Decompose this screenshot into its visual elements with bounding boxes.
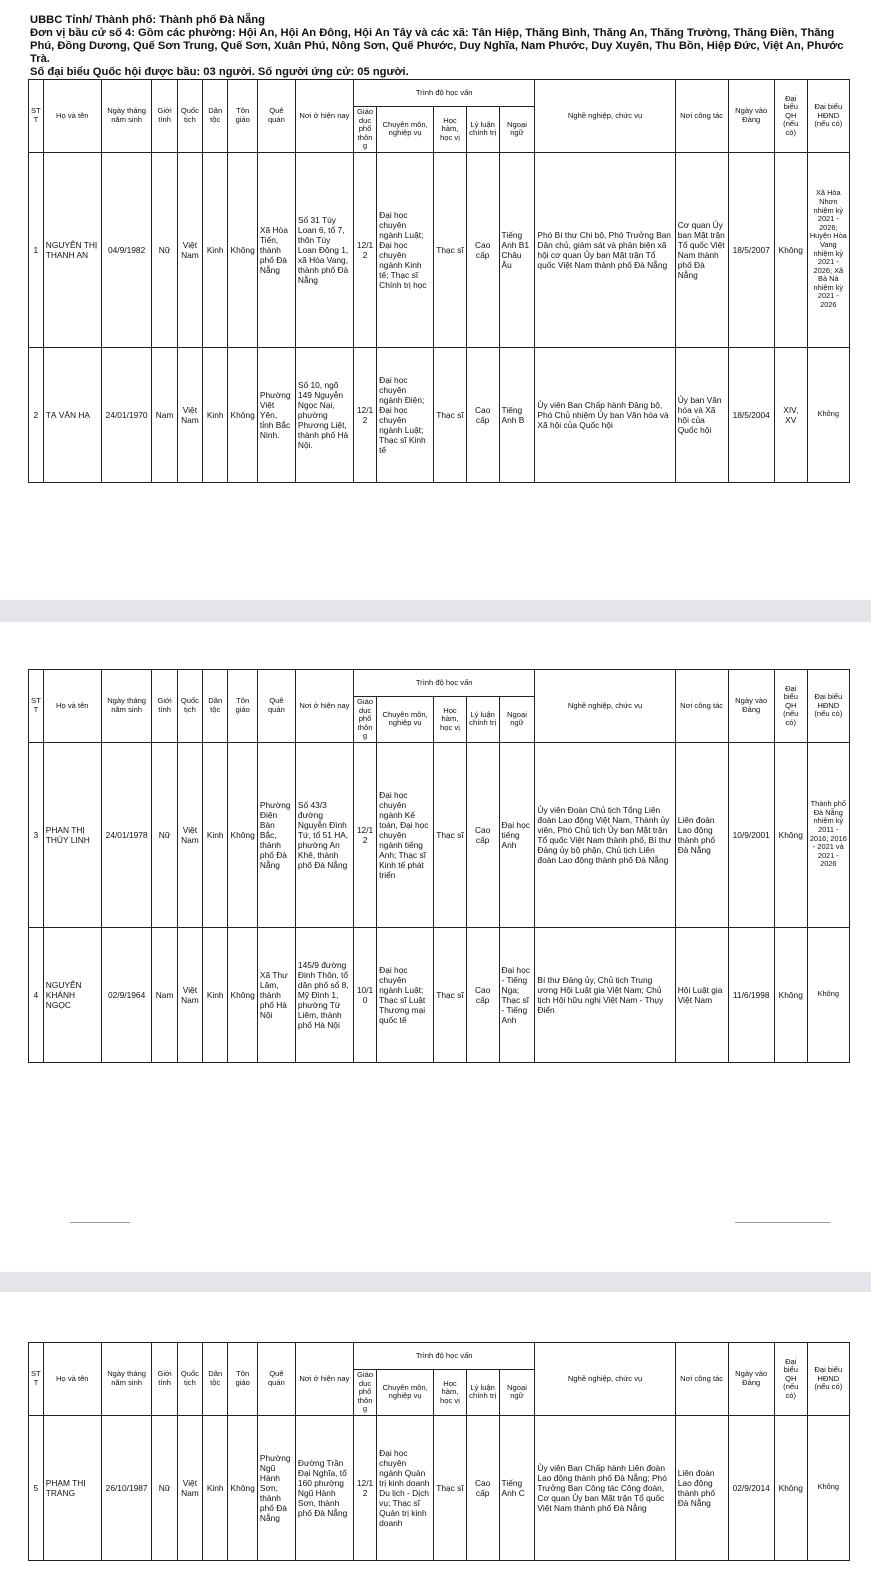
specialty-cell: Đại học chuyên ngành Luật; Đại học chuyên ngành Kinh tế; Thạc sĩ Chính trị học — [377, 152, 434, 347]
party-date-cell: 10/9/2001 — [728, 742, 774, 927]
scan-artifact — [735, 1222, 830, 1223]
council-delegate-cell: Thành phố Đà Nẵng nhiệm kỳ 2011 - 2016; 2016 - 2021 và 2021 - 2026 — [807, 742, 849, 927]
dob-cell: 26/10/1987 — [101, 1415, 152, 1560]
general-edu-header: Giáo dục phổ thông — [353, 107, 376, 153]
gender-cell: Nữ — [152, 742, 177, 927]
workplace-cell: Ủy ban Văn hóa và Xã hội của Quốc hội — [675, 347, 728, 482]
stt-header: STT — [29, 1343, 44, 1416]
religion-cell: Không — [228, 927, 258, 1062]
nationality-header: Quốc tịch — [177, 670, 202, 743]
general-edu-cell: 12/12 — [353, 152, 376, 347]
education-group-header: Trình độ học vấn — [353, 670, 534, 697]
residence-header: Nơi ở hiện nay — [295, 1343, 353, 1416]
page-3 — [28, 1342, 850, 1561]
occupation-cell: Bí thư Đảng ủy, Chủ tịch Trung ương Hội Luật gia Việt Nam; Chủ tịch Hội hữu nghị Việt Nam - Thụy Điển — [535, 927, 675, 1062]
specialty-cell: Đại học chuyên ngành Kế toán, Đại học chuyên ngành tiếng Anh; Thạc sĩ Kinh tế phát triển — [377, 742, 434, 927]
ethnicity-cell: Kinh — [203, 347, 228, 482]
residence-cell: Số 31 Túy Loan 6, tổ 7, thôn Túy Loan Đông 1, xã Hòa Vang, thành phố Đà Nẵng — [295, 152, 353, 347]
nationality-cell: Việt Nam — [177, 347, 202, 482]
residence-cell: 145/9 đường Đinh Thôn, tổ dân phố số 8, Mỹ Đình 1, phường Từ Liêm, thành phố Hà Nội — [295, 927, 353, 1062]
party-date-cell: 11/6/1998 — [728, 927, 774, 1062]
workplace-cell: Hội Luật gia Việt Nam — [675, 927, 728, 1062]
general-edu-header: Giáo dục phổ thông — [353, 1370, 376, 1416]
occupation-header: Nghề nghiệp, chức vụ — [535, 1343, 675, 1416]
hometown-cell: Phường Điện Bàn Bắc, thành phố Đà Nẵng — [257, 742, 295, 927]
religion-cell: Không — [228, 152, 258, 347]
party-date-header: Ngày vào Đảng — [728, 670, 774, 743]
hometown-cell: Xã Hòa Tiến, thành phố Đà Nẵng — [257, 152, 295, 347]
gender-cell: Nữ — [152, 152, 177, 347]
council-delegate-cell: Xã Hòa Nhơn nhiệm kỳ 2021 - 2026; Huyện Hòa Vang nhiệm kỳ 2021 - 2026; Xã Bà Nà nhiệm kỳ 2021 - 2026 — [807, 152, 849, 347]
na-delegate-header: Đại biểu QH (nếu có) — [774, 1343, 807, 1416]
na-delegate-header: Đại biểu QH (nếu có) — [774, 670, 807, 743]
political-header: Lý luận chính trị — [466, 107, 499, 153]
degree-header: Học hàm, học vị — [434, 697, 467, 743]
council-delegate-cell: Không — [807, 1415, 849, 1560]
name-header: Họ và tên — [43, 80, 101, 153]
workplace-cell: Liên đoàn Lao động thành phố Đà Nẵng — [675, 742, 728, 927]
dob-header: Ngày tháng năm sinh — [101, 670, 152, 743]
general-edu-cell: 12/12 — [353, 347, 376, 482]
ethnicity-cell: Kinh — [203, 152, 228, 347]
stt-cell: 4 — [29, 927, 44, 1062]
dob-header: Ngày tháng năm sinh — [101, 1343, 152, 1416]
gender-cell: Nam — [152, 927, 177, 1062]
name-cell: NGUYỄN THỊ THANH AN — [43, 152, 101, 347]
candidate-table — [28, 1342, 850, 1561]
candidate-table — [28, 669, 850, 1063]
ethnicity-cell: Kinh — [203, 742, 228, 927]
party-date-header: Ngày vào Đảng — [728, 80, 774, 153]
seat-count-line: Số đại biểu Quốc hội được bầu: 03 người. Số người ứng cử: 05 người. — [30, 66, 409, 78]
na-delegate-cell: XIV, XV — [774, 347, 807, 482]
candidate-row — [29, 347, 850, 482]
page-1 — [28, 79, 850, 483]
document-header — [30, 14, 852, 79]
degree-cell: Thạc sĩ — [434, 152, 467, 347]
workplace-cell: Liên đoàn Lao động thành phố Đà Nẵng — [675, 1415, 728, 1560]
political-cell: Cao cấp — [466, 927, 499, 1062]
religion-cell: Không — [228, 347, 258, 482]
political-cell: Cao cấp — [466, 347, 499, 482]
na-delegate-header: Đại biểu QH (nếu có) — [774, 80, 807, 153]
ethnicity-header: Dân tộc — [203, 1343, 228, 1416]
occupation-header: Nghề nghiệp, chức vụ — [535, 670, 675, 743]
stt-cell: 1 — [29, 152, 44, 347]
degree-header: Học hàm, học vị — [434, 1370, 467, 1416]
page-2 — [28, 669, 850, 1063]
party-date-cell: 02/9/2014 — [728, 1415, 774, 1560]
political-cell: Cao cấp — [466, 742, 499, 927]
na-delegate-cell: Không — [774, 1415, 807, 1560]
political-header: Lý luận chính trị — [466, 1370, 499, 1416]
name-cell: PHẠM THỊ TRANG — [43, 1415, 101, 1560]
party-date-cell: 18/5/2004 — [728, 347, 774, 482]
education-group-header: Trình độ học vấn — [353, 1343, 534, 1370]
political-header: Lý luận chính trị — [466, 697, 499, 743]
name-header: Họ và tên — [43, 670, 101, 743]
dob-cell: 24/01/1978 — [101, 742, 152, 927]
page-separator — [0, 600, 871, 622]
candidate-row — [29, 927, 850, 1062]
hometown-header: Quê quán — [257, 1343, 295, 1416]
gender-cell: Nữ — [152, 1415, 177, 1560]
hometown-header: Quê quán — [257, 670, 295, 743]
degree-header: Học hàm, học vị — [434, 107, 467, 153]
specialty-cell: Đại học chuyên ngành Điện; Đại học chuyên ngành Luật; Thạc sĩ Kinh tế — [377, 347, 434, 482]
hometown-cell: Phường Ngũ Hành Sơn, thành phố Đà Nẵng — [257, 1415, 295, 1560]
political-cell: Cao cấp — [466, 152, 499, 347]
nationality-cell: Việt Nam — [177, 1415, 202, 1560]
language-cell: Đại học - Tiếng Nga; Thạc sĩ - Tiếng Anh — [499, 927, 535, 1062]
gender-header: Giới tính — [152, 1343, 177, 1416]
nationality-cell: Việt Nam — [177, 927, 202, 1062]
candidate-row — [29, 1415, 850, 1560]
degree-cell: Thạc sĩ — [434, 927, 467, 1062]
religion-header: Tôn giáo — [228, 1343, 258, 1416]
stt-cell: 3 — [29, 742, 44, 927]
nationality-cell: Việt Nam — [177, 742, 202, 927]
residence-cell: Số 43/3 đường Nguyễn Đình Tứ, tổ 51 HA, phường An Khê, thành phố Đà Nẵng — [295, 742, 353, 927]
na-delegate-cell: Không — [774, 152, 807, 347]
stt-header: STT — [29, 80, 44, 153]
party-date-header: Ngày vào Đảng — [728, 1343, 774, 1416]
council-delegate-header: Đại biểu HĐND (nếu có) — [807, 1343, 849, 1416]
na-delegate-cell: Không — [774, 742, 807, 927]
occupation-cell: Ủy viên Ban Chấp hành Liên đoàn Lao động thành phố Đà Nẵng; Phó Trưởng Ban Công tác Công đoàn, Cơ quan Ủy ban Mặt trận Tổ quốc Việt Nam thành phố Đà Nẵng — [535, 1415, 675, 1560]
general-edu-cell: 12/12 — [353, 1415, 376, 1560]
workplace-header: Nơi công tác — [675, 1343, 728, 1416]
language-cell: Đại học tiếng Anh — [499, 742, 535, 927]
general-edu-header: Giáo dục phổ thông — [353, 697, 376, 743]
specialty-cell: Đại học chuyên ngành Luật; Thạc sĩ Luật Thương mại quốc tế — [377, 927, 434, 1062]
gender-header: Giới tính — [152, 670, 177, 743]
stt-cell: 5 — [29, 1415, 44, 1560]
residence-header: Nơi ở hiện nay — [295, 80, 353, 153]
gender-cell: Nam — [152, 347, 177, 482]
occupation-cell: Ủy viên Ban Chấp hành Đảng bộ, Phó Chủ nhiệm Ủy ban Văn hóa và Xã hội của Quốc hội — [535, 347, 675, 482]
gender-header: Giới tính — [152, 80, 177, 153]
candidate-row — [29, 152, 850, 347]
language-cell: Tiếng Anh C — [499, 1415, 535, 1560]
specialty-cell: Đại học chuyên ngành Quản trị kinh doanh Du lịch - Dịch vụ; Thạc sĩ Quản trị kinh doanh — [377, 1415, 434, 1560]
name-cell: PHAN THỊ THÚY LINH — [43, 742, 101, 927]
council-delegate-cell: Không — [807, 347, 849, 482]
council-delegate-header: Đại biểu HĐND (nếu có) — [807, 670, 849, 743]
workplace-header: Nơi công tác — [675, 670, 728, 743]
hometown-header: Quê quán — [257, 80, 295, 153]
occupation-cell: Phó Bí thư Chi bộ, Phó Trưởng Ban Dân chủ, giám sát và phản biện xã hội cơ quan Ủy ban Mặt trận Tổ quốc Việt Nam thành phố Đà Nẵng — [535, 152, 675, 347]
name-cell: NGUYỄN KHÁNH NGỌC — [43, 927, 101, 1062]
political-cell: Cao cấp — [466, 1415, 499, 1560]
ethnicity-header: Dân tộc — [203, 80, 228, 153]
na-delegate-cell: Không — [774, 927, 807, 1062]
ethnicity-cell: Kinh — [203, 927, 228, 1062]
religion-header: Tôn giáo — [228, 80, 258, 153]
name-cell: TẠ VĂN HẠ — [43, 347, 101, 482]
language-cell: Tiếng Anh B — [499, 347, 535, 482]
dob-header: Ngày tháng năm sinh — [101, 80, 152, 153]
constituency-line: Đơn vị bầu cử số 4: Gồm các phường: Hội An, Hội An Đông, Hội An Tây và các xã: Tân Hiệp, Thăng Bình, Thăng An, Thăng Trường, Thăng Điền, Thăng Phú, Đồng Dương, Quế Sơn Trung, Quế Sơn, Xuân Phú, Nông Sơn, Quế Phước, Duy Nghĩa, Nam Phước, Duy Xuyên, Thu Bồn, Hiệp Đức, Việt An, Phước Trà. — [30, 27, 844, 65]
page-separator — [0, 1272, 871, 1292]
workplace-cell: Cơ quan Ủy ban Mặt trận Tổ quốc Việt Nam thành phố Đà Nẵng — [675, 152, 728, 347]
party-date-cell: 18/5/2007 — [728, 152, 774, 347]
candidate-table — [28, 79, 850, 483]
specialty-header: Chuyên môn, nghiệp vụ — [377, 697, 434, 743]
dob-cell: 02/9/1964 — [101, 927, 152, 1062]
hometown-cell: Xã Thư Lâm, thành phố Hà Nội — [257, 927, 295, 1062]
degree-cell: Thạc sĩ — [434, 742, 467, 927]
language-header: Ngoại ngữ — [499, 107, 535, 153]
general-edu-cell: 10/10 — [353, 927, 376, 1062]
province-line: UBBC Tỉnh/ Thành phố: Thành phố Đà Nẵng — [30, 14, 265, 26]
occupation-cell: Ủy viên Đoàn Chủ tịch Tổng Liên đoàn Lao động Việt Nam, Thành ủy viên, Phó Chủ tịch Ủy ban Mặt trận Tổ quốc Việt Nam thành phố, Bí thư Đảng ủy bộ phận, Chủ tịch Liên đoàn Lao động thành phố Đà Nẵng — [535, 742, 675, 927]
council-delegate-cell: Không — [807, 927, 849, 1062]
stt-header: STT — [29, 670, 44, 743]
language-header: Ngoại ngữ — [499, 697, 535, 743]
ethnicity-header: Dân tộc — [203, 670, 228, 743]
occupation-header: Nghề nghiệp, chức vụ — [535, 80, 675, 153]
nationality-header: Quốc tịch — [177, 80, 202, 153]
name-header: Họ và tên — [43, 1343, 101, 1416]
degree-cell: Thạc sĩ — [434, 1415, 467, 1560]
specialty-header: Chuyên môn, nghiệp vụ — [377, 107, 434, 153]
scan-artifact — [70, 1222, 130, 1223]
education-group-header: Trình độ học vấn — [353, 80, 534, 107]
religion-cell: Không — [228, 1415, 258, 1560]
language-cell: Tiếng Anh B1 Châu Âu — [499, 152, 535, 347]
residence-header: Nơi ở hiện nay — [295, 670, 353, 743]
degree-cell: Thạc sĩ — [434, 347, 467, 482]
council-delegate-header: Đại biểu HĐND (nếu có) — [807, 80, 849, 153]
dob-cell: 24/01/1970 — [101, 347, 152, 482]
nationality-header: Quốc tịch — [177, 1343, 202, 1416]
dob-cell: 04/9/1982 — [101, 152, 152, 347]
candidate-row — [29, 742, 850, 927]
hometown-cell: Phường Việt Yên, tỉnh Bắc Ninh. — [257, 347, 295, 482]
residence-cell: Đường Trần Đại Nghĩa, tổ 160 phường Ngũ Hành Sơn, thành phố Đà Nẵng — [295, 1415, 353, 1560]
religion-cell: Không — [228, 742, 258, 927]
religion-header: Tôn giáo — [228, 670, 258, 743]
specialty-header: Chuyên môn, nghiệp vụ — [377, 1370, 434, 1416]
workplace-header: Nơi công tác — [675, 80, 728, 153]
residence-cell: Số 10, ngõ 149 Nguyễn Ngọc Nại, phường Phương Liệt, thành phố Hà Nội. — [295, 347, 353, 482]
ethnicity-cell: Kinh — [203, 1415, 228, 1560]
stt-cell: 2 — [29, 347, 44, 482]
language-header: Ngoại ngữ — [499, 1370, 535, 1416]
nationality-cell: Việt Nam — [177, 152, 202, 347]
general-edu-cell: 12/12 — [353, 742, 376, 927]
